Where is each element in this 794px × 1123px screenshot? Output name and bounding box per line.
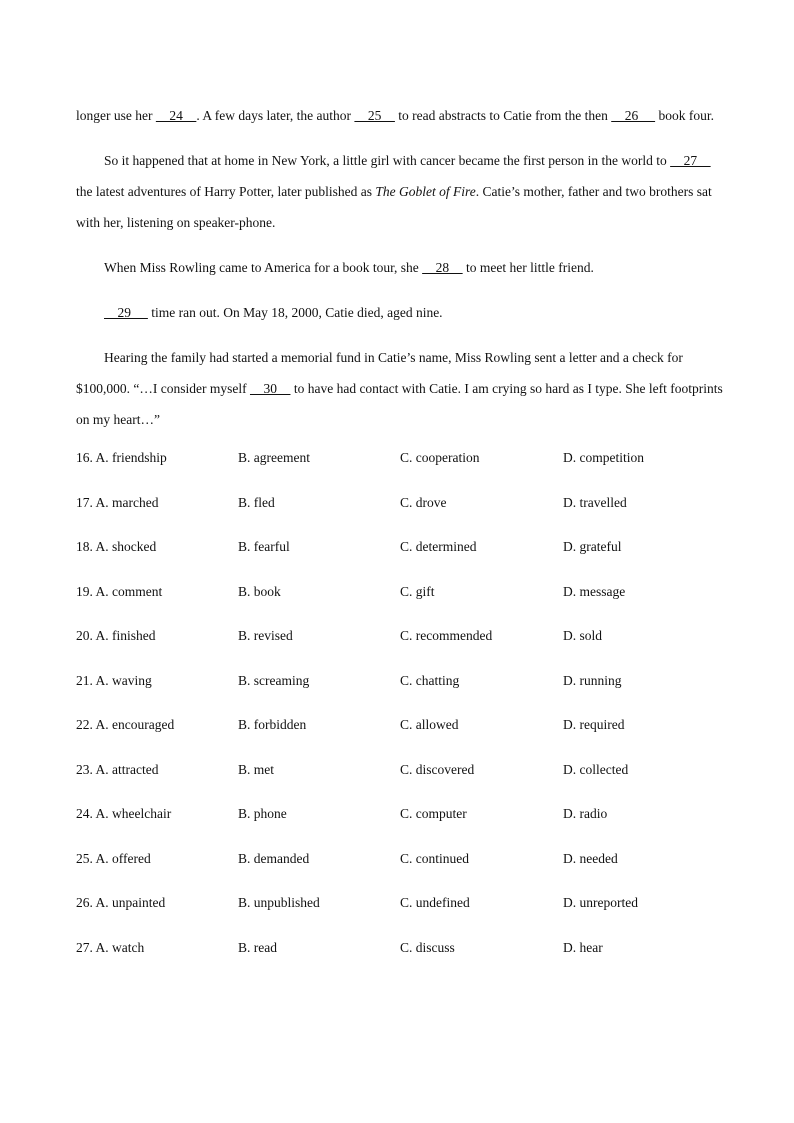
passage-paragraph-2 bbox=[76, 145, 724, 238]
blank-26: 26 bbox=[611, 108, 656, 123]
option-b: B. fled bbox=[238, 494, 275, 510]
option-row-21 bbox=[76, 672, 724, 717]
option-b: B. demanded bbox=[238, 850, 310, 866]
option-b: B. screaming bbox=[238, 672, 310, 688]
option-row-27 bbox=[76, 939, 724, 984]
text-run: . Catie’s mother, father and two brothers sat with her, listening on speaker-phone. bbox=[76, 184, 712, 230]
passage-paragraph-5 bbox=[76, 342, 724, 435]
option-b: B. fearful bbox=[238, 539, 290, 554]
option-row-26 bbox=[76, 894, 724, 939]
option-b: B. met bbox=[238, 761, 274, 777]
text-run: to have had contact with Catie. I am crying so hard as I type. She left footprints on my heart…” bbox=[76, 381, 723, 427]
option-c: C. chatting bbox=[400, 672, 460, 688]
option-c: C. allowed bbox=[400, 717, 459, 732]
option-c: C. gift bbox=[400, 583, 435, 599]
option-c: C. undefined bbox=[400, 895, 470, 910]
text-run: book four. bbox=[655, 108, 714, 123]
option-c: C. discuss bbox=[400, 939, 455, 955]
text-run: When Miss Rowling came to America for a book tour, she bbox=[104, 260, 423, 275]
option-b: B. read bbox=[238, 939, 277, 955]
option-row-20 bbox=[76, 627, 724, 672]
option-d: D. message bbox=[563, 583, 626, 599]
text-run: Hearing the family had started a memorial fund in Catie’s name, Miss Rowling sent a letter and a check for $100,000. “…I consider myself bbox=[76, 350, 683, 396]
text-run: time ran out. On May 18, 2000, Catie died, aged nine. bbox=[147, 305, 443, 320]
option-a: 18. A. shocked bbox=[76, 539, 157, 554]
option-row-17 bbox=[76, 494, 724, 539]
option-b: B. book bbox=[238, 583, 281, 599]
option-d: D. collected bbox=[563, 761, 629, 777]
passage-paragraph-1 bbox=[76, 100, 724, 131]
option-d: D. unreported bbox=[563, 895, 638, 910]
option-b: B. unpublished bbox=[238, 895, 320, 910]
option-c: C. discovered bbox=[400, 761, 475, 777]
option-a: 27. A. watch bbox=[76, 939, 145, 955]
option-a: 21. A. waving bbox=[76, 672, 152, 688]
blank-27: 27 bbox=[670, 153, 711, 168]
option-a: 19. A. comment bbox=[76, 583, 163, 599]
option-b: B. phone bbox=[238, 806, 287, 821]
passage-paragraph-4 bbox=[76, 297, 724, 328]
option-d: D. competition bbox=[563, 450, 644, 465]
option-d: D. running bbox=[563, 672, 622, 688]
option-row-22 bbox=[76, 716, 724, 761]
option-c: C. drove bbox=[400, 494, 447, 510]
option-b: B. agreement bbox=[238, 450, 310, 465]
option-a: 26. A. unpainted bbox=[76, 895, 166, 910]
blank-30: 30 bbox=[249, 381, 291, 396]
document-page bbox=[76, 100, 724, 983]
option-a: 22. A. encouraged bbox=[76, 717, 175, 732]
option-d: D. needed bbox=[563, 850, 618, 866]
option-c: C. cooperation bbox=[400, 450, 480, 465]
blank-28: 28 bbox=[422, 260, 463, 275]
option-row-24 bbox=[76, 805, 724, 850]
text-run: to meet her little friend. bbox=[462, 260, 594, 275]
option-d: D. required bbox=[563, 717, 625, 732]
blank-29: 29 bbox=[104, 305, 148, 320]
option-row-19 bbox=[76, 583, 724, 628]
text-run: So it happened that at home in New York, a little girl with cancer became the first person in the world to bbox=[104, 153, 671, 168]
option-c: C. determined bbox=[400, 539, 477, 554]
passage-paragraph-3 bbox=[76, 252, 724, 283]
option-row-16 bbox=[76, 449, 724, 494]
option-c: C. continued bbox=[400, 850, 469, 866]
option-d: D. travelled bbox=[563, 494, 627, 510]
text-run: to read abstracts to Catie from the then bbox=[394, 108, 612, 123]
text-run: longer use her bbox=[76, 108, 156, 123]
option-d: D. radio bbox=[563, 806, 608, 821]
option-a: 16. A. friendship bbox=[76, 450, 167, 465]
blank-24: 24 bbox=[155, 108, 197, 123]
answer-options bbox=[76, 449, 724, 983]
option-b: B. forbidden bbox=[238, 717, 307, 732]
option-a: 24. A. wheelchair bbox=[76, 806, 172, 821]
text-run: . A few days later, the author bbox=[196, 108, 355, 123]
option-d: D. grateful bbox=[563, 539, 622, 554]
option-d: D. hear bbox=[563, 939, 603, 955]
option-row-18 bbox=[76, 538, 724, 583]
option-row-23 bbox=[76, 761, 724, 806]
option-a: 23. A. attracted bbox=[76, 761, 159, 777]
option-d: D. sold bbox=[563, 628, 603, 643]
option-row-25 bbox=[76, 850, 724, 895]
blank-25: 25 bbox=[354, 108, 395, 123]
option-a: 20. A. finished bbox=[76, 628, 156, 643]
book-title: The Goblet of Fire bbox=[375, 184, 476, 199]
text-run: the latest adventures of Harry Potter, later published as bbox=[76, 184, 376, 199]
option-c: C. computer bbox=[400, 806, 467, 821]
option-b: B. revised bbox=[238, 628, 293, 643]
option-a: 25. A. offered bbox=[76, 850, 151, 866]
option-a: 17. A. marched bbox=[76, 494, 159, 510]
option-c: C. recommended bbox=[400, 628, 493, 643]
